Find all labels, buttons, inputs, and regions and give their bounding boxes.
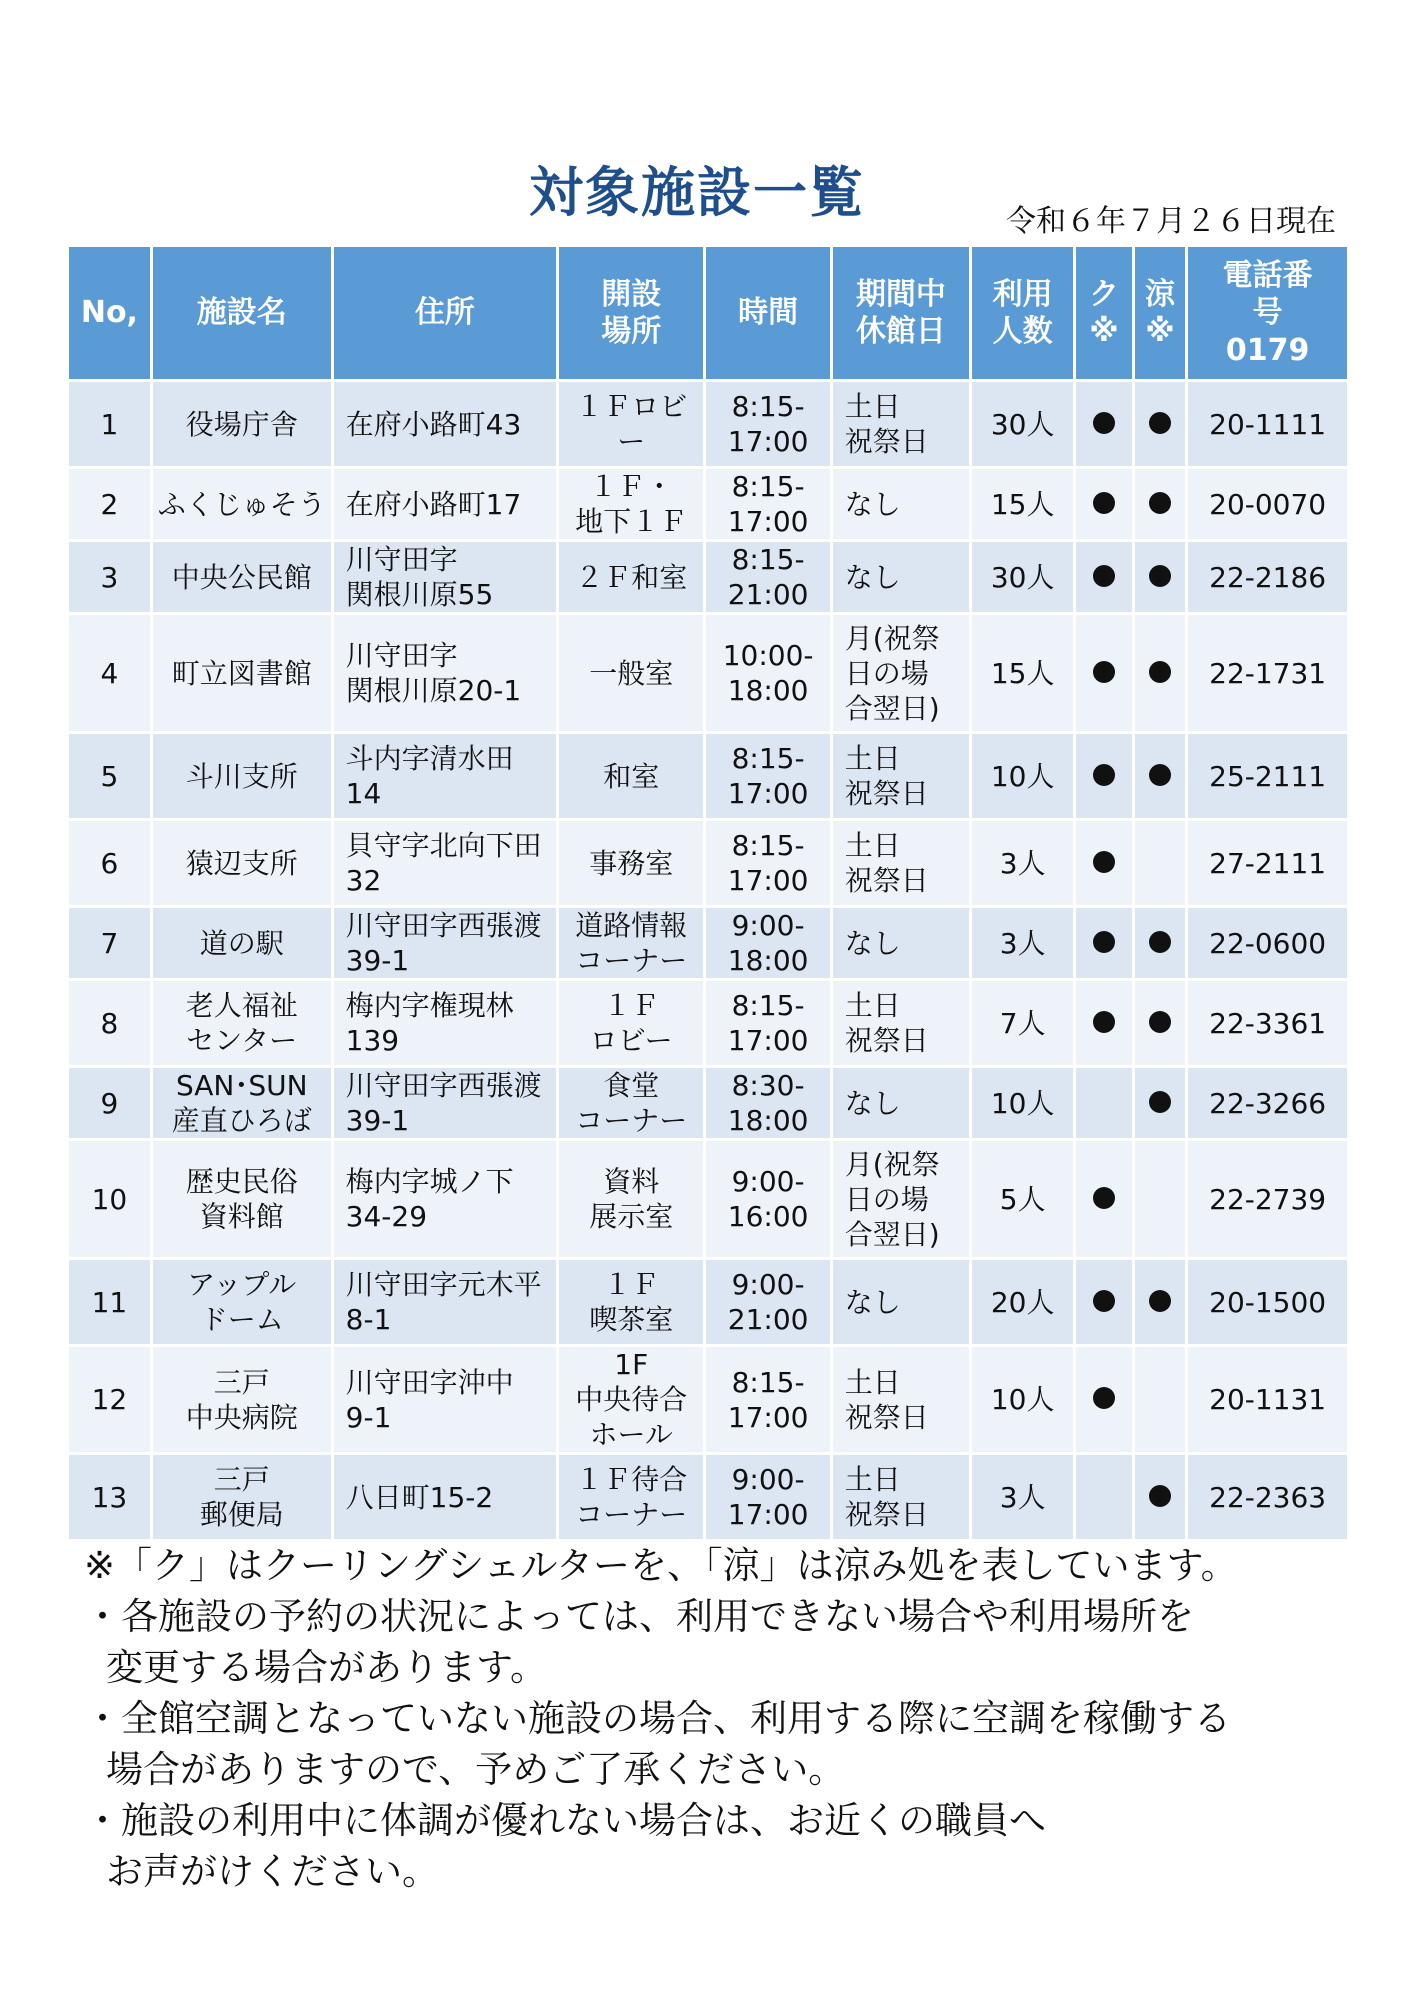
cell-no: 3 [69,542,150,612]
note-line: ・施設の利用中に体調が優れない場合は、お近くの職員へ [84,1799,1046,1842]
filled-circle-icon [1093,1290,1115,1312]
cell-cool-spot [1135,542,1186,612]
cell-cooling-shelter [1076,1260,1132,1344]
note-line: ※「ク」はクーリングシェルターを、「涼」は涼み処を表しています。 [84,1544,1238,1587]
cell-name: 猿辺支所 [153,821,331,905]
cell-no: 8 [69,981,150,1065]
cell-cooling-shelter [1076,821,1132,905]
cell-hours: 8:15- 21:00 [706,542,829,612]
filled-circle-icon [1149,1485,1171,1507]
cell-cooling-shelter [1076,382,1132,466]
table-row [69,734,1347,818]
filled-circle-icon [1093,764,1115,786]
cell-name: 中央公民館 [153,542,331,612]
cell-cool-spot [1135,908,1186,978]
cell-location: 事務室 [559,821,704,905]
filled-circle-icon [1149,764,1171,786]
cell-cool-spot [1135,1455,1186,1539]
cell-cooling-shelter [1076,1347,1132,1452]
note-line: ・全館空調となっていない施設の場合、利用する際に空調を稼働する [84,1697,1231,1740]
table-row [69,469,1347,539]
cell-location: 資料 展示室 [559,1141,704,1257]
table-row [69,981,1347,1065]
cell-no: 6 [69,821,150,905]
filled-circle-icon [1093,931,1115,953]
cell-closed: 土日 祝祭日 [833,1455,969,1539]
cell-hours: 8:15- 17:00 [706,469,829,539]
cell-name: SAN･SUN 産直ひろば [153,1068,331,1138]
cell-address: 川守田字西張渡 39-1 [334,1068,556,1138]
cell-closed: 土日 祝祭日 [833,734,969,818]
cell-phone: 22-0600 [1188,908,1347,978]
table-row [69,1141,1347,1257]
cell-cooling-shelter [1076,542,1132,612]
cell-address: 川守田字 関根川原55 [334,542,556,612]
note-line: 場合がありますので、予めご了承ください。 [106,1748,846,1791]
filled-circle-icon [1093,1011,1115,1033]
cell-closed: 土日 祝祭日 [833,981,969,1065]
filled-circle-icon [1149,931,1171,953]
header-closed: 期間中 休館日 [833,247,969,379]
cell-address: 川守田字西張渡 39-1 [334,908,556,978]
filled-circle-icon [1149,1011,1171,1033]
cell-cool-spot [1135,734,1186,818]
cell-hours: 8:15- 17:00 [706,1347,829,1452]
note-line: 変更する場合があります。 [106,1646,548,1689]
cell-location: 一般室 [559,615,704,731]
cell-address: 在府小路町43 [334,382,556,466]
cell-cooling-shelter [1076,615,1132,731]
cell-cooling-shelter [1076,469,1132,539]
cell-cool-spot [1135,981,1186,1065]
cell-name: 歴史民俗 資料館 [153,1141,331,1257]
cell-no: 2 [69,469,150,539]
cell-closed: 土日 祝祭日 [833,382,969,466]
cell-hours: 9:00- 18:00 [706,908,829,978]
cell-closed: 土日 祝祭日 [833,821,969,905]
table-row [69,382,1347,466]
cell-capacity: 30人 [972,382,1073,466]
cell-address: 川守田字 関根川原20-1 [334,615,556,731]
cell-hours: 9:00- 21:00 [706,1260,829,1344]
cell-closed: なし [833,1068,969,1138]
cell-hours: 8:15- 17:00 [706,981,829,1065]
cell-location: 1F 中央待合 ホール [559,1347,704,1452]
cell-capacity: 10人 [972,734,1073,818]
cell-closed: 月(祝祭 日の場 合翌日) [833,615,969,731]
cell-cooling-shelter [1076,981,1132,1065]
filled-circle-icon [1093,412,1115,434]
cell-name: アップル ドーム [153,1260,331,1344]
cell-address: 川守田字沖中 9-1 [334,1347,556,1452]
as-of-date: 令和６年７月２６日現在 [1006,204,1336,239]
table-row [69,1068,1347,1138]
cell-capacity: 3人 [972,821,1073,905]
cell-phone: 20-0070 [1188,469,1347,539]
cell-no: 12 [69,1347,150,1452]
table-row [69,1260,1347,1344]
cell-name: 町立図書館 [153,615,331,731]
cell-name: 三戸 中央病院 [153,1347,331,1452]
note-line: ・各施設の予約の状況によっては、利用できない場合や利用場所を [84,1595,1194,1638]
cell-location: １Ｆ ロビー [559,981,704,1065]
cell-capacity: 20人 [972,1260,1073,1344]
cell-closed: 月(祝祭 日の場 合翌日) [833,1141,969,1257]
header-no: No, [69,247,150,379]
cell-cooling-shelter [1076,908,1132,978]
cell-cooling-shelter [1076,1455,1132,1539]
cell-cool-spot [1135,469,1186,539]
cell-hours: 10:00- 18:00 [706,615,829,731]
cell-phone: 22-2739 [1188,1141,1347,1257]
cell-closed: 土日 祝祭日 [833,1347,969,1452]
cell-location: 和室 [559,734,704,818]
header-capacity: 利用 人数 [972,247,1073,379]
cell-phone: 27-2111 [1188,821,1347,905]
cell-hours: 8:15- 17:00 [706,821,829,905]
cell-address: 梅内字城ノ下 34-29 [334,1141,556,1257]
cell-cool-spot [1135,1347,1186,1452]
cell-closed: なし [833,908,969,978]
filled-circle-icon [1093,565,1115,587]
cell-capacity: 10人 [972,1347,1073,1452]
cell-cool-spot [1135,615,1186,731]
cell-address: 在府小路町17 [334,469,556,539]
filled-circle-icon [1149,1290,1171,1312]
filled-circle-icon [1149,1091,1171,1113]
cell-no: 11 [69,1260,150,1344]
cell-location: １Ｆ 喫茶室 [559,1260,704,1344]
cell-capacity: 15人 [972,615,1073,731]
table-row [69,1347,1347,1452]
cell-address: 梅内字権現林 139 [334,981,556,1065]
cell-cool-spot [1135,1141,1186,1257]
filled-circle-icon [1093,851,1115,873]
cell-location: １Ｆロビー [559,382,704,466]
cell-name: 斗川支所 [153,734,331,818]
cell-no: 5 [69,734,150,818]
filled-circle-icon [1149,661,1171,683]
filled-circle-icon [1149,492,1171,514]
cell-closed: なし [833,1260,969,1344]
cell-cool-spot [1135,382,1186,466]
notes [84,1540,1344,1897]
cell-location: 道路情報 コーナー [559,908,704,978]
cell-phone: 20-1111 [1188,382,1347,466]
cell-cooling-shelter [1076,1141,1132,1257]
cell-phone: 22-2186 [1188,542,1347,612]
cell-hours: 8:30- 18:00 [706,1068,829,1138]
header-address: 住所 [334,247,556,379]
cell-location: 食堂 コーナー [559,1068,704,1138]
note-line: お声がけください。 [106,1850,439,1893]
cell-no: 9 [69,1068,150,1138]
table-row [69,908,1347,978]
table-row [69,821,1347,905]
cell-hours: 9:00- 17:00 [706,1455,829,1539]
cell-phone: 22-1731 [1188,615,1347,731]
cell-name: 老人福祉 センター [153,981,331,1065]
cell-name: 道の駅 [153,908,331,978]
cell-capacity: 5人 [972,1141,1073,1257]
header-name: 施設名 [153,247,331,379]
filled-circle-icon [1093,1187,1115,1209]
cell-address: 八日町15-2 [334,1455,556,1539]
filled-circle-icon [1093,492,1115,514]
cell-cool-spot [1135,1068,1186,1138]
header-cool-spot: 涼 ※ [1135,247,1186,379]
cell-capacity: 30人 [972,542,1073,612]
header-hours: 時間 [706,247,829,379]
cell-no: 10 [69,1141,150,1257]
filled-circle-icon [1093,1387,1115,1409]
cell-no: 1 [69,382,150,466]
header-phone: 電話番 号 0179 [1188,247,1347,379]
cell-phone: 25-2111 [1188,734,1347,818]
cell-phone: 22-3361 [1188,981,1347,1065]
cell-capacity: 3人 [972,1455,1073,1539]
cell-capacity: 15人 [972,469,1073,539]
cell-cooling-shelter [1076,734,1132,818]
cell-name: ふくじゅそう [153,469,331,539]
title-text: 対象施設一覧 [529,161,865,224]
cell-phone: 22-3266 [1188,1068,1347,1138]
cell-capacity: 10人 [972,1068,1073,1138]
cell-location: ２Ｆ和室 [559,542,704,612]
cell-capacity: 3人 [972,908,1073,978]
header-location: 開設 場所 [559,247,704,379]
cell-phone: 20-1131 [1188,1347,1347,1452]
cell-no: 7 [69,908,150,978]
table-row [69,615,1347,731]
cell-no: 4 [69,615,150,731]
cell-cool-spot [1135,1260,1186,1344]
cell-location: １Ｆ・ 地下１Ｆ [559,469,704,539]
cell-address: 貝守字北向下田 32 [334,821,556,905]
filled-circle-icon [1093,661,1115,683]
filled-circle-icon [1149,412,1171,434]
table-body [69,382,1347,1539]
cell-capacity: 7人 [972,981,1073,1065]
cell-phone: 22-2363 [1188,1455,1347,1539]
cell-name: 役場庁舎 [153,382,331,466]
header-cooling-shelter: ク ※ [1076,247,1132,379]
cell-address: 斗内字清水田 14 [334,734,556,818]
cell-cooling-shelter [1076,1068,1132,1138]
cell-name: 三戸 郵便局 [153,1455,331,1539]
cell-address: 川守田字元木平 8-1 [334,1260,556,1344]
cell-no: 13 [69,1455,150,1539]
cell-hours: 8:15- 17:00 [706,734,829,818]
cell-cool-spot [1135,821,1186,905]
cell-hours: 8:15- 17:00 [706,382,829,466]
filled-circle-icon [1149,565,1171,587]
facility-table [66,244,1350,1542]
cell-hours: 9:00- 16:00 [706,1141,829,1257]
cell-closed: なし [833,469,969,539]
table-row [69,1455,1347,1539]
table-row [69,542,1347,612]
cell-location: １Ｆ待合 コーナー [559,1455,704,1539]
cell-phone: 20-1500 [1188,1260,1347,1344]
table-header-row [69,247,1347,379]
cell-closed: なし [833,542,969,612]
